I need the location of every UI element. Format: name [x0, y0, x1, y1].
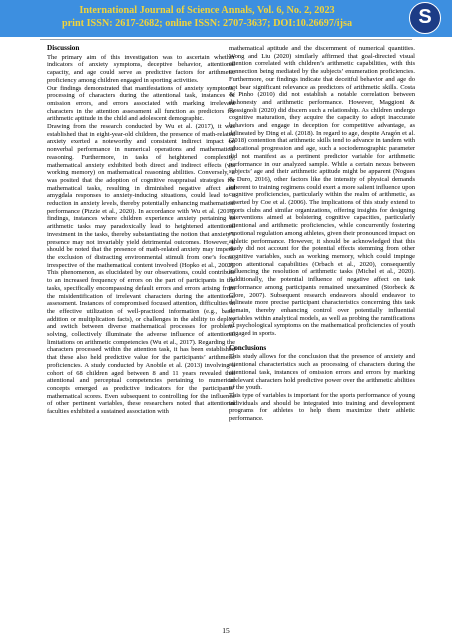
journal-issn-line: print ISSN: 2617-2682; online ISSN: 2707-3637; DOI:10.26697/ijsa [61, 18, 353, 29]
conclusions-heading: Conclusions [229, 343, 267, 352]
discussion-heading: Discussion [47, 44, 80, 52]
conclusions-paragraph-2: This type of variables is important for the sports performance of young individuals and should be integrated into training and development programs for athletes to help them maximize their athletic performance. [229, 391, 415, 423]
left-column [47, 45, 235, 416]
discussion-paragraph-1: The primary aim of this investigation was to ascertain whether indicators of anxiety symptoms, deceptive behavior, attentional capacity, and age could serve as predictive factors for arithmetic proficiency among children engaged in sporting activities. [47, 53, 235, 84]
discussion-paragraph-4: mathematical aptitude and the discernment of numerical quantities. Wong and Liu (2020) similarly affirmed that goal-directed visual attention correlated with children’s arithmetic capabilities, with this connection being mediated by the subjects’ enumeration proficiencies. Furthermore, our findings indicate that deceitful behavior and age do not bear significant relevance as predictors of arithmetic skills. Costa & Pinho (2010) did not establish a notable correlation between dishonesty and arithmetic performance. However, Maggioni & Rossignoli (2020) did discern such a relationship. As children undergo cognitive maturation, they acquire the capacity to adopt inaccurate behaviors and engage in deception for competitive advantage, as delineated by Ding et al. (2018). In regard to age, despite Aragón et al. (2018) contention that arithmetic skills tend to advance in tandem with educational progression and age, such a sociodemographic parameter did not manifest as a pertinent predictor variable for arithmetic performance in our analyzed sample. While a certain nexus between subjects’ age and their arithmetic aptitude might be apparent (Nogues & Duro, 2016), other factors like the intensity of physical demands inherent to training regimens could exert a more salient influence upon cognitive proficiencies, particularly within the realm of arithmetic, as asserted by Coe et al. (2006). The implications of this study extend to sports clubs and similar organizations, offering insights for designing interventions aimed at bolstering cognitive capacities, particularly attentional and arithmetic proficiencies, while concurrently fostering emotional regulation among athletes, given their pronounced impact on athletic performance. However, it should be acknowledged that this study did not account for the potential effects stemming from other cognitive variables, such as working memory, which could impinge upon attentional capabilities (Orbach et al., 2020), consequently influencing the resolution of arithmetic tasks (Michel et al., 2020). Additionally, the potential influence of negative affect on task performance among participants remained unexamined (Storbeck & Clore, 2007). Subsequent research endeavors should endeavor to delineate more precise participant characteristics concerning this task domain, thereby enhancing control over potentially influential variables within analytical models, as well as probing the ramifications of psychological symptoms on the mathematical proficiencies of youth engaged in sports. [229, 45, 415, 338]
discussion-paragraph-2: Our findings demonstrated that manifestations of anxiety symptoms, processing of characters during the attentional task, instances of omission errors, and errors associated with marking irrelevant characters in the attention assessment all function as predictors for arithmetic aptitude in the child and adolescent demographic. [47, 84, 235, 123]
page-number: 15 [222, 626, 230, 635]
conclusions-paragraph-1: This study allows for the conclusion that the presence of anxiety and attentional characteristics such as processing of characters during the attentional task, instances of omission errors and errors by marking irrelevant characters hold predictive power over the arithmetic abilities of the youth. [229, 353, 415, 392]
right-column [229, 45, 415, 423]
journal-header-text [8, 4, 406, 30]
discussion-paragraph-3: Drawing from the research conducted by Wu et al. (2017), it was established that in eight-year-old children, the presence of math-related anxiety exerted a noteworthy and consistent indirect impact on nonverbal performance in numerical operations and mathematical reasoning. Furthermore, in tasks of heightened complexity, mathematical anxiety exhibited both direct and indirect effects (via working memory) on mathematical reasoning abilities. Conversely, it was posited that the adoption of cognitive reappraisal strategies for mathematical tasks, resulting in diminished negative affect and amygdala responses to anxiety-inducing situations, could lead to a reduction in anxiety levels, thereby potentially enhancing mathematical performance (Pizzie et al., 2020). In accordance with Wu et al. (2017) findings, instances where children experience anxiety pertaining to arithmetic tasks may paradoxically lead to heightened attentional investment in the tasks, thereby substantiating the notion that anxiety’s presence may not invariably yield detrimental outcomes. However, it should be noted that the presence of math-related anxiety may impede the exclusion of distracting environmental stimuli from one’s focus, irrespective of the mathematical content involved (Hopko et al., 2002). This phenomenon, as elucidated by our observations, could contribute to an increased frequency of errors on the part of participants in the tasks, specifically encompassing default errors and errors arising from the misidentification of irrelevant characters during the attentional assessment. Instances of compromised focused attention, difficulties in the effective utilization of well-practiced information (e.g., basic addition or multiplication facts), or challenges in the ability to deploy and switch between diverse mathematical processes for problem-solving, collectively illuminate the adverse influence of attentional limitations on arithmetic competencies (Wu et al., 2017). Regarding the characters processed within the attention task, it has been established that these also held predictive value for the participants’ arithmetic proficiencies. A study conducted by Anobile et al. (2013) involving a cohort of 68 children aged between 8 and 11 years revealed that attentional and perceptual competencies pertaining to numerical concepts emerged as predictive indicators for the participants’ mathematical scores. Even subsequent to controlling for the influence of other pertinent variables, these researchers noted that attentional faculties exhibited a sustained association with [47, 123, 235, 416]
journal-title-line: International Journal of Science Annals, Vol. 6, No. 2, 2023 [79, 5, 335, 16]
header-divider [40, 39, 412, 40]
journal-logo-icon: S [409, 2, 441, 34]
